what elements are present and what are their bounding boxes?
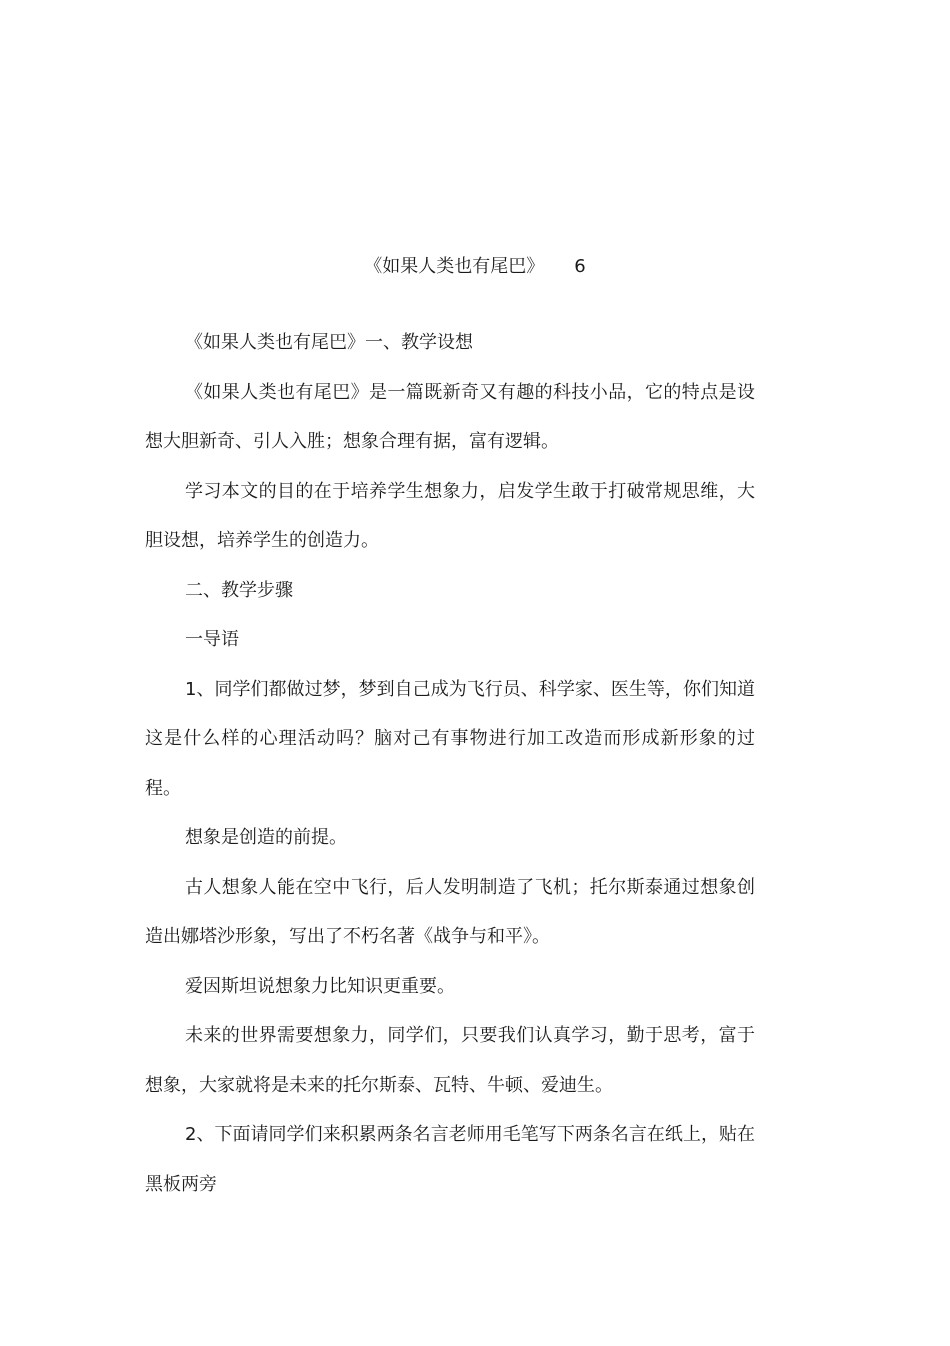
title-number: 6 xyxy=(574,256,586,277)
section-heading-teaching-steps: 二、教学步骤 xyxy=(185,579,293,601)
title-text: 《如果人类也有尾巴》 xyxy=(364,256,545,277)
paragraph: 爱因斯坦说想象力比知识更重要。 xyxy=(185,975,455,997)
paragraph: 学习本文的目的在于培养学生想象力，启发学生敢于打破常规思维，大胆设想，培养学生的创造力。 xyxy=(145,480,755,551)
paragraph: 1、同学们都做过梦，梦到自己成为飞行员、科学家、医生等，你们知道这是什么样的心理活动吗？脑对己有事物进行加工改造而形成新形象的过程。 xyxy=(145,678,755,799)
paragraph: 《如果人类也有尾巴》是一篇既新奇又有趣的科技小品，它的特点是设想大胆新奇、引人入胜；想象合理有据，富有逻辑。 xyxy=(145,381,755,452)
paragraph: 2、下面请同学们来积累两条名言老师用毛笔写下两条名言在纸上，贴在黑板两旁 xyxy=(145,1124,755,1195)
subsection-heading-intro: 一导语 xyxy=(185,629,239,650)
section-heading-teaching-idea: 《如果人类也有尾巴》一、教学设想 xyxy=(185,332,473,353)
document-body xyxy=(145,318,755,1209)
document-title xyxy=(0,254,950,280)
paragraph: 未来的世界需要想象力，同学们，只要我们认真学习，勤于思考，富于想象，大家就将是未来的托尔斯泰、瓦特、牛顿、爱迪生。 xyxy=(145,1025,755,1096)
paragraph: 想象是创造的前提。 xyxy=(185,827,347,848)
paragraph: 古人想象人能在空中飞行，后人发明制造了飞机；托尔斯泰通过想象创造出娜塔沙形象，写出了不朽名著《战争与和平》。 xyxy=(145,876,755,947)
